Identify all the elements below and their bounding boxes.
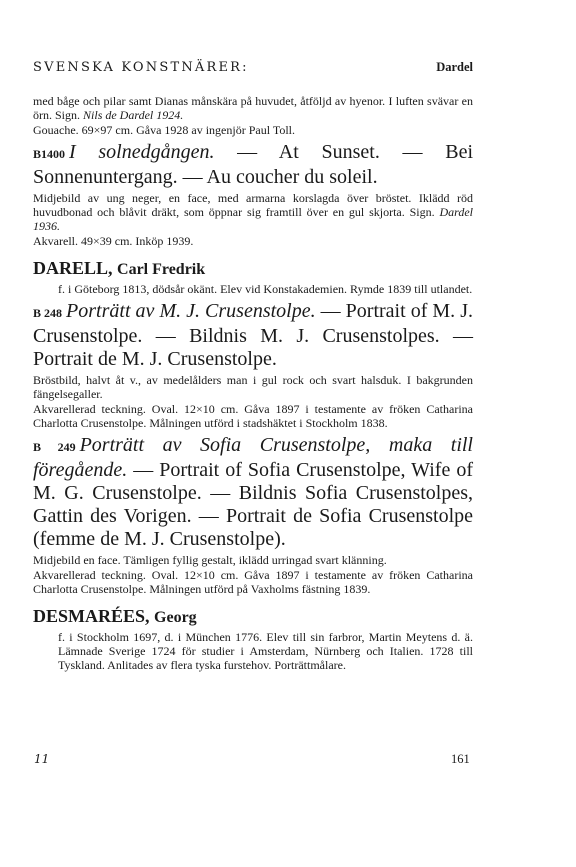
catalogue-number: B 249 [33,440,76,454]
translated-titles: — At Sunset. — Bei Sonnenuntergang. — Au coucher du soleil. [33,141,473,188]
artist-heading [33,606,473,628]
artist-surname: DESMARÉES, [33,606,150,626]
entry-technique: Akvarell. 49×39 cm. Inköp 1939. [33,234,194,248]
artist-heading [33,258,473,280]
description-text: Midjebild av ung neger, en face, med armarna korslagda över bröstet. Iklädd röd huvudbonad och blåvit dräkt, som öppnar sig framtill över en gul skjorta. Sign. [33,191,473,219]
artist-section [33,258,473,296]
page-number: 161 [451,752,470,766]
artist-bio: f. i Göteborg 1813, dödsår okänt. Elev vid Konstakademien. Rymde 1839 till utlandet. [58,282,473,296]
translated-titles: — Portrait of M. J. Crusenstolpe. — Bildnis M. J. Crusenstolpes. — Portrait de M. J. Crusenstolpe. [33,300,473,370]
running-head-title: SVENSKA KONSTNÄRER: [33,60,249,75]
artist-bio: f. i Stockholm 1697, d. i München 1776. Elev till sin farbror, Martin Meytens d. ä. Lämnade Sverige 1724 för studier i Amsterdam, Nürnberg och Italien. 1728 till Tyskland. Anlitades av flera tyska furstehov. Porträttmålare. [58,630,473,672]
entry-description [33,191,473,233]
entry-description: Midjebild en face. Tämligen fyllig gestalt, iklädd urringad svart klänning. [33,553,387,567]
entry-technique: Akvarellerad teckning. Oval. 12×10 cm. Gåva 1897 i testamente av fröken Catharina Charlotta Crusenstolpe. Målningen utförd i stadshäktet i Stockholm 1838. [33,402,473,430]
catalogue-entry [33,300,473,430]
swedish-title: I solnedgången. [69,141,215,163]
translated-titles: — Portrait of Sofia Crusenstolpe, Wife of M. G. Crusenstolpe. — Bildnis Sofia Crusenstolpes, Gattin des Vorigen. — Portrait de Sofia Crusenstolpe (femme de M. J. Crusenstolpe). [33,459,473,550]
running-head-artist: Dardel [436,60,473,74]
artist-surname: DARELL, [33,258,113,278]
entry-title [33,300,473,371]
entry-title [33,434,473,551]
catalogue-entry [33,141,473,248]
signature-text: Nils de Dardel 1924. [83,108,184,122]
entry-description: Bröstbild, halvt åt v., av medelålders man i gul rock och svart halsduk. I bakgrunden fängelsegaller. [33,373,473,401]
signature-text: Dardel 1936. [33,205,473,233]
swedish-title: Porträtt av M. J. Crusenstolpe. [66,300,316,322]
catalogue-entry [33,94,473,137]
catalogue-number: B 248 [33,306,63,320]
swedish-title: Porträtt av Sofia Crusenstolpe, maka till föregående. [33,434,473,481]
signature-mark: 11 [34,752,50,766]
artist-section [33,606,473,672]
catalogue-entry [33,434,473,596]
artist-given-name: Carl Fredrik [117,261,206,278]
entry-technique: Gouache. 69×97 cm. Gåva 1928 av ingenjör Paul Toll. [33,123,295,137]
artist-given-name: Georg [154,609,197,626]
entry-description [33,94,473,122]
description-text: med båge och pilar samt Dianas månskära på huvudet, åtföljd av hyenor. I luften svävar en örn. Sign. [33,94,473,122]
entry-technique: Akvarellerad teckning. Oval. 12×10 cm. Gåva 1897 i testamente av fröken Catharina Charlotta Crusenstolpe. Målningen utförd på Vaxholms fästning 1839. [33,568,473,596]
entry-title [33,141,473,189]
running-head [33,60,473,75]
page-body [33,94,473,672]
catalogue-number: B1400 [33,147,66,161]
